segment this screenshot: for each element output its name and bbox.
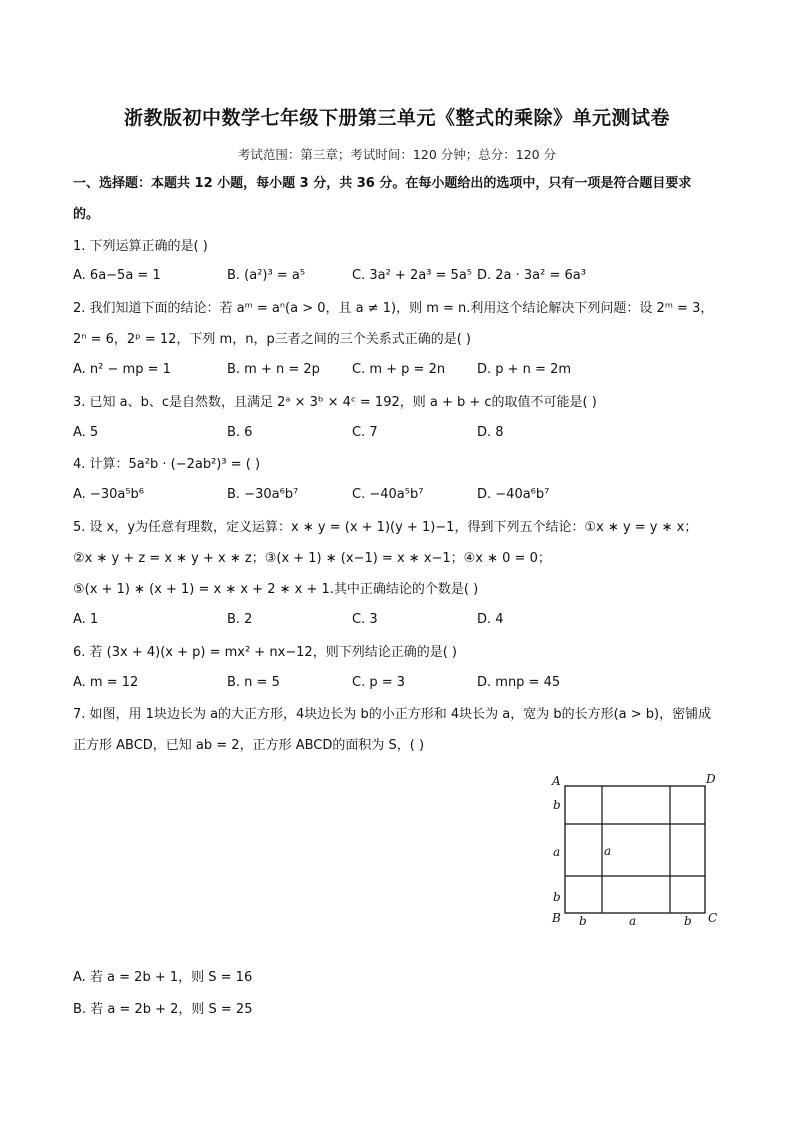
q6-option-a[interactable]: A. m = 12 xyxy=(73,675,139,690)
q7-stem-line1: 7. 如图，用 1块边长为 a的大正方形，4块边长为 b的小正方形和 4块长为 a，宽为 b的长方形(a > b)，密铺成 xyxy=(73,707,712,722)
q4-option-d[interactable]: D. −40a⁶b⁷ xyxy=(477,487,550,502)
bottom-label-middle: a xyxy=(629,914,637,928)
q2-option-a[interactable]: A. n² − mp = 1 xyxy=(73,362,171,377)
q1-stem: 1. 下列运算正确的是( ) xyxy=(73,239,208,254)
q3-option-d[interactable]: D. 8 xyxy=(477,425,504,440)
left-label-bottom: b xyxy=(553,890,561,904)
q4-stem: 4. 计算：5a²b · (−2ab²)³ = ( ) xyxy=(73,457,261,472)
q2-option-d[interactable]: D. p + n = 2m xyxy=(477,362,572,377)
q2-stem-line1: 2. 我们知道下面的结论：若 aᵐ = aⁿ(a > 0，且 a ≠ 1)，则 m = n.利用这个结论解决下列问题：设 2ᵐ = 3， xyxy=(73,301,714,316)
q6-option-d[interactable]: D. mnp = 45 xyxy=(477,675,561,690)
q7-option-b[interactable]: B. 若 a = 2b + 2，则 S = 25 xyxy=(73,1002,253,1017)
vertex-b-label: B xyxy=(552,911,561,925)
q1-option-b[interactable]: B. (a²)³ = a⁵ xyxy=(227,268,306,283)
vertex-c-label: C xyxy=(708,911,718,925)
q5-stem-line3: ⑤(x + 1) ∗ (x + 1) = x ∗ x + 2 ∗ x + 1.其中正确结论的个数是( ) xyxy=(73,582,479,597)
square-tiling-figure xyxy=(546,768,726,928)
exam-info: 考试范围：第三章；考试时间：120 分钟；总分：120 分 xyxy=(237,147,557,162)
left-label-middle: a xyxy=(553,845,561,859)
left-label-top: b xyxy=(553,798,561,812)
q1-option-c[interactable]: C. 3a² + 2a³ = 5a⁵ xyxy=(352,268,473,283)
q3-option-b[interactable]: B. 6 xyxy=(227,425,253,440)
q5-option-b[interactable]: B. 2 xyxy=(227,612,253,627)
q2-option-c[interactable]: C. m + p = 2n xyxy=(352,362,446,377)
q3-option-c[interactable]: C. 7 xyxy=(352,425,378,440)
q3-option-a[interactable]: A. 5 xyxy=(73,425,99,440)
q5-option-c[interactable]: C. 3 xyxy=(352,612,378,627)
q1-option-d[interactable]: D. 2a · 3a² = 6a³ xyxy=(477,268,586,283)
q6-option-c[interactable]: C. p = 3 xyxy=(352,675,406,690)
vertex-d-label: D xyxy=(706,772,716,786)
q2-stem-line2: 2ⁿ = 6，2ᵖ = 12，下列 m，n，p三者之间的三个关系式正确的是( ) xyxy=(73,332,471,347)
q5-stem-line1: 5. 设 x，y为任意有理数，定义运算：x ∗ y = (x + 1)(y + 1)−1，得到下列五个结论：①x ∗ y = y ∗ x； xyxy=(73,520,698,535)
q5-option-d[interactable]: D. 4 xyxy=(477,612,504,627)
bottom-label-right: b xyxy=(684,914,692,928)
q4-option-b[interactable]: B. −30a⁶b⁷ xyxy=(227,487,299,502)
q2-option-b[interactable]: B. m + n = 2p xyxy=(227,362,320,377)
q1-option-a[interactable]: A. 6a−5a = 1 xyxy=(73,268,161,283)
section-heading-line1: 一、选择题：本题共 12 小题，每小题 3 分，共 36 分。在每小题给出的选项中，只有一项是符合题目要求 xyxy=(73,176,692,191)
q5-stem-line2: ②x ∗ y + z = x ∗ y + x ∗ z；③(x + 1) ∗ (x−1) = x ∗ x−1；④x ∗ 0 = 0； xyxy=(73,551,551,566)
center-square-label: a xyxy=(604,844,612,858)
bottom-label-left: b xyxy=(579,914,587,928)
q7-stem-line2: 正方形 ABCD，已知 ab = 2，正方形 ABCD的面积为 S，( ) xyxy=(73,738,425,753)
q4-option-a[interactable]: A. −30a⁵b⁶ xyxy=(73,487,145,502)
q4-option-c[interactable]: C. −40a⁵b⁷ xyxy=(352,487,424,502)
q6-option-b[interactable]: B. n = 5 xyxy=(227,675,280,690)
section-heading-line2: 的。 xyxy=(73,207,100,222)
q6-stem: 6. 若 (3x + 4)(x + p) = mx² + nx−12，则下列结论正确的是( ) xyxy=(73,645,457,660)
page-title: 浙教版初中数学七年级下册第三单元《整式的乘除》单元测试卷 xyxy=(123,107,670,129)
outer-square xyxy=(565,786,705,913)
q5-option-a[interactable]: A. 1 xyxy=(73,612,99,627)
vertex-a-label: A xyxy=(552,774,561,788)
q3-stem: 3. 已知 a、b、c是自然数，且满足 2ᵃ × 3ᵇ × 4ᶜ = 192，则 a + b + c的取值不可能是( ) xyxy=(73,395,597,410)
q7-option-a[interactable]: A. 若 a = 2b + 1，则 S = 16 xyxy=(73,970,253,985)
